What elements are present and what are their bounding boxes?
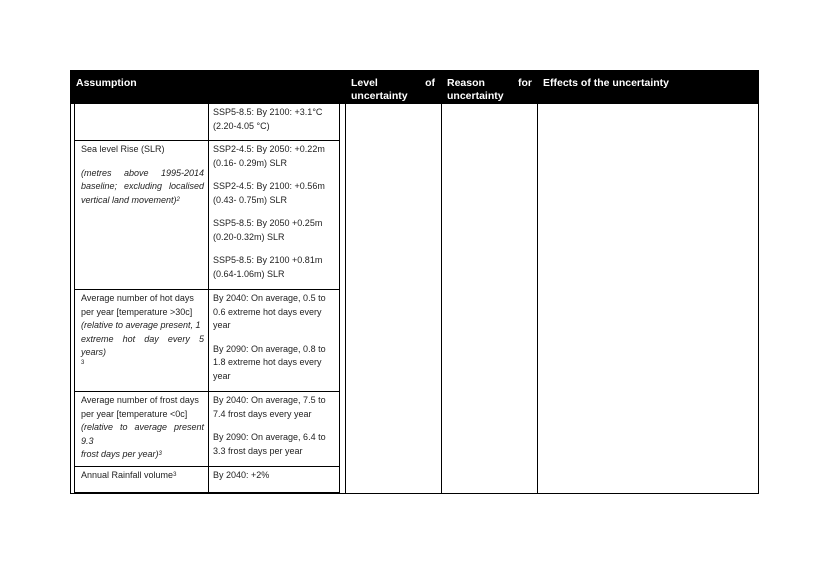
header-reason-uncertainty-word: uncertainty — [447, 90, 504, 102]
row3-p1-line-a: By 2040: On average, 7.5 to — [213, 395, 326, 405]
row4-value-cell — [213, 469, 335, 483]
row1-note-line-b: baseline; excluding localised — [81, 181, 204, 191]
row3-line-a: Average number of frost days — [81, 395, 199, 405]
row2-line-d: extreme hot day every 5 years) — [81, 333, 204, 357]
row2-p2-line-a: By 2090: On average, 0.8 to — [213, 343, 326, 354]
row2-p1-line-b: 0.6 extreme hot days every — [213, 306, 322, 317]
row1-note-line-c: vertical land movement) — [81, 194, 177, 205]
row1-scenario-1-line-b: (0.16- 0.29m) SLR — [213, 157, 288, 168]
row4-value: By 2040: +2% — [213, 470, 270, 480]
row1-scenario-4-line-a: SSP5-8.5: By 2100 +0.81m — [213, 255, 323, 265]
row4-label: Annual Rainfall volume — [81, 470, 174, 480]
row1-scenario-3-line-a: SSP5-8.5: By 2050 +0.25m — [213, 218, 323, 228]
row3-line-c: (relative to average present 9.3 — [81, 422, 204, 446]
grid-row-line-1 — [74, 140, 339, 141]
header-assumption — [71, 70, 345, 104]
row3-p2-line-b: 3.3 frost days per year — [213, 445, 303, 456]
row0-value-line-a: SSP5-8.5: By 2100: +3.1°C — [213, 107, 323, 117]
header-assumption-label: Assumption — [76, 77, 137, 89]
row2-p1-line-c: year — [213, 320, 231, 330]
row1-assumption-cell — [81, 143, 204, 207]
row1-scenario-1 — [213, 143, 335, 170]
grid-line-assumption-right-outer — [345, 104, 346, 494]
row3-line-b: per year [temperature <0c] — [81, 408, 188, 419]
grid-line-left-inner — [74, 104, 75, 494]
row2-value-cell — [213, 292, 335, 393]
header-reason-for-uncertainty — [442, 70, 537, 104]
row3-line-d: frost days per year) — [81, 449, 159, 459]
header-effects — [538, 70, 758, 104]
header-level-of-uncertainty — [346, 70, 440, 104]
grid-line-table-right — [758, 104, 759, 494]
header-effects-label: Effects of the uncertainty — [543, 77, 670, 89]
row0-value-cell — [213, 106, 335, 133]
grid-line-sub-col — [208, 104, 209, 493]
row1-scenario-2-line-b: (0.43- 0.75m) SLR — [213, 194, 288, 205]
row1-footnote-mark: 2 — [176, 196, 180, 203]
row2-line-c: (relative to average present, 1 — [81, 320, 201, 330]
row0-value-line-b: (2.20-4.05 °C) — [213, 120, 270, 131]
row1-scenario-2-line-a: SSP2-4.5: By 2100: +0.56m — [213, 181, 325, 191]
header-reason-for-word: for — [518, 77, 532, 89]
row2-projection-2090 — [213, 343, 335, 384]
grid-line-reason-right — [537, 104, 538, 494]
row3-p1-line-b: 7.4 frost days every year — [213, 408, 312, 419]
header-reason-word: Reason — [447, 77, 485, 89]
grid-line-left-outer — [70, 104, 71, 494]
row1-scenario-3-line-b: (0.20-0.32m) SLR — [213, 231, 285, 242]
row4-assumption-cell — [81, 469, 204, 483]
row3-footnote-mark: 3 — [158, 451, 162, 457]
header-level-uncertainty-word: uncertainty — [351, 90, 408, 102]
row2-line-a: Average number of hot days — [81, 293, 194, 303]
row1-value-cell — [213, 143, 335, 291]
row1-scenario-4 — [213, 254, 335, 281]
row1-scenario-1-line-a: SSP2-4.5: By 2050: +0.22m — [213, 144, 325, 154]
row2-p2-line-b: 1.8 extreme hot days every — [213, 357, 322, 367]
row2-assumption-cell — [81, 292, 204, 367]
header-level-word: Level — [351, 77, 378, 89]
row1-note-line-a: (metres above 1995-2014 — [81, 167, 204, 178]
row3-value-cell — [213, 394, 335, 468]
row1-scenario-2 — [213, 180, 335, 207]
row2-projection-2040 — [213, 292, 335, 333]
grid-line-level-right — [441, 104, 442, 494]
header-level-of-word: of — [425, 77, 435, 89]
row2-p1-line-a: By 2040: On average, 0.5 to — [213, 293, 326, 303]
row4-footnote-mark: 3 — [173, 472, 177, 478]
row2-line-b: per year [temperature >30c] — [81, 306, 193, 317]
row2-footnote-mark: 3 — [81, 359, 85, 366]
row3-projection-2090 — [213, 431, 335, 458]
row3-p2-line-a: By 2090: On average, 6.4 to — [213, 432, 326, 442]
grid-line-assumption-right-inner — [339, 104, 340, 494]
row1-title: Sea level Rise (SLR) — [81, 144, 165, 154]
row1-scenario-3 — [213, 217, 335, 244]
row2-p2-line-c: year — [213, 370, 231, 381]
grid-table-bottom — [70, 493, 759, 494]
row3-projection-2040 — [213, 394, 335, 421]
row3-assumption-cell — [81, 394, 204, 462]
row1-scenario-4-line-b: (0.64-1.06m) SLR — [213, 268, 285, 279]
